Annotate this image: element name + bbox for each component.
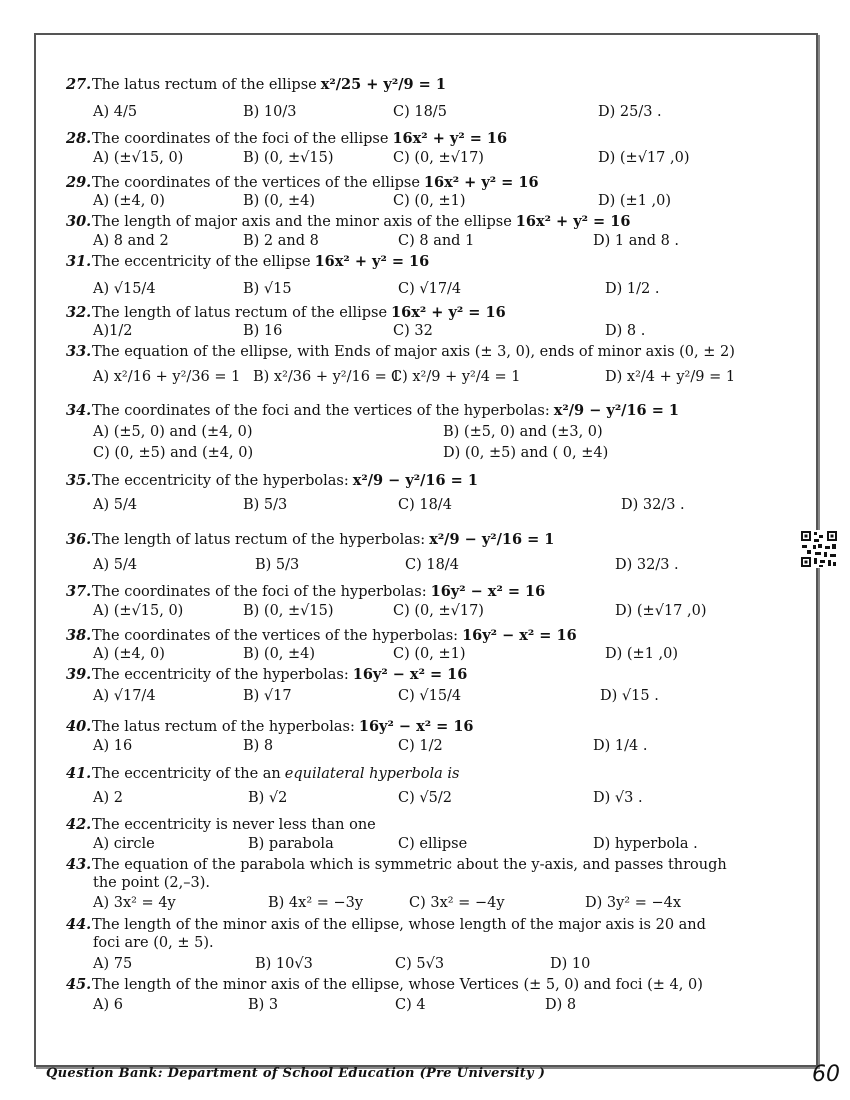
answer-option-d: D) 32/3 . [615,557,679,573]
answer-option-d: D) (±√17 ,0) [615,603,707,619]
answer-option-d: D) (±√17 ,0) [598,150,690,166]
question-expression: 16x² + y² = 16 [392,130,508,147]
answer-option-b: B) √15 [243,281,292,297]
question-number: 40. [66,718,92,735]
answer-option-b: B) 4x² = −3y [268,895,364,911]
answer-option-a: A) 3x² = 4y [93,895,176,911]
answer-option-b: B) parabola [248,836,334,852]
question-number: 44. [66,916,92,933]
question-number: 29. [66,174,92,191]
answer-option-a: A) √15/4 [93,281,156,297]
answer-option-a: A) x²/16 + y²/36 = 1 [93,369,241,385]
question-stem [66,718,811,736]
answer-option-a: A) circle [93,836,155,852]
answer-option-c: C) 4 [395,997,426,1013]
answer-option-b: B) √2 [248,790,288,806]
answer-option-c: C) ellipse [398,836,468,852]
question-stem [66,916,811,952]
question-stem [66,253,811,271]
answer-option-c: C) 32 [393,323,433,339]
question-stem [66,976,811,994]
question-expression: 16y² − x² = 16 [430,583,546,600]
question-number: 28. [66,130,92,147]
answer-option-a: A) (±4, 0) [93,646,165,662]
question-number: 36. [66,531,92,548]
question-expression: 16x² + y² = 16 [391,304,506,321]
answer-option-b: B) 5/3 [255,557,300,573]
answer-option-d: D) (0, ±5) and ( 0, ±4) [443,445,609,461]
question-stem [66,765,811,783]
question-text: The eccentricity of the hyperbolas: [92,667,349,683]
answer-option-d: D) (±1 ,0) [598,193,672,209]
answer-option-b: B) (0, ±4) [243,646,316,662]
answer-option-a: A) (±4, 0) [93,193,165,209]
question-stem [66,304,811,322]
answer-option-c: C) 1/2 [398,738,443,754]
question-number: 42. [66,816,92,833]
answer-option-d: D) 1/2 . [605,281,660,297]
answer-option-d: D) √3 . [593,790,643,806]
question-expression: x²/9 − y²/16 = 1 [352,472,478,489]
answer-option-b: B) x²/36 + y²/16 = 1 [253,369,401,385]
question-number: 34. [66,402,92,419]
question-text: The length of the minor axis of the ellipse, whose Vertices (± 5, 0) and foci (± 4, 0) [92,977,703,993]
question-stem [66,130,811,148]
question-text: The length of latus rectum of the ellipse [92,305,388,321]
question-stem [66,213,811,231]
answer-option-b: B) 8 [243,738,274,754]
answer-option-a: A) √17/4 [93,688,156,704]
answer-option-a: A) (±√15, 0) [93,150,184,166]
question-expression: x²/9 − y²/16 = 1 [429,531,555,548]
question-number: 37. [66,583,92,600]
answer-option-d: D) 1 and 8 . [593,233,680,249]
question-number: 30. [66,213,92,230]
question-text: The coordinates of the foci and the vertices of the hyperbolas: [92,403,550,419]
page-number: 60 [812,1062,840,1087]
question-number: 31. [66,253,92,270]
answer-option-b: B) (0, ±√15) [243,150,334,166]
question-expression: 16y² − x² = 16 [352,666,468,683]
answer-option-c: C) (0, ±1) [393,193,466,209]
answer-option-d: D) √15 . [600,688,659,704]
answer-option-a: A) 16 [93,738,133,754]
answer-option-a: A) 75 [93,956,133,972]
answer-option-c: C) 3x² = −4y [409,895,505,911]
question-text: The eccentricity of the hyperbolas: [92,473,349,489]
question-text: The length of the minor axis of the ellipse, whose length of the major axis is 20 and [92,917,706,933]
answer-option-b: B) 2 and 8 [243,233,319,249]
answer-option-b: B) 10/3 [243,104,297,120]
qr-code-icon [800,530,838,568]
answer-option-a: A) 6 [93,997,123,1013]
answer-option-c: C) √15/4 [398,688,462,704]
question-text-continued: the point (2,–3). [93,875,211,891]
question-text: The coordinates of the foci of the ellipse [92,131,389,147]
question-number: 35. [66,472,92,489]
answer-option-a: A) 4/5 [93,104,138,120]
question-text: The length of major axis and the minor axis of the ellipse [92,214,512,230]
question-stem [66,402,811,420]
answer-option-b: B) (0, ±4) [243,193,316,209]
answer-option-d: D) 8 [545,997,577,1013]
question-expression: equilateral hyperbola is [284,766,460,782]
answer-option-a: A) 8 and 2 [93,233,169,249]
answer-option-c: C) x²/9 + y²/4 = 1 [391,369,521,385]
question-stem [66,472,811,490]
question-text: The equation of the parabola which is symmetric about the y-axis, and passes through [92,857,727,873]
question-number: 45. [66,976,92,993]
question-text: The eccentricity of the ellipse [92,254,311,270]
question-stem [66,583,811,601]
answer-option-b: B) 3 [248,997,279,1013]
answer-option-c: C) 5√3 [395,956,445,972]
question-stem [66,343,811,361]
answer-option-c: C) √5/2 [398,790,452,806]
question-text: The eccentricity is never less than one [92,817,376,833]
question-number: 39. [66,666,92,683]
answer-option-a: A) (±5, 0) and (±4, 0) [93,424,253,440]
answer-option-a: A) 2 [93,790,123,806]
question-text: The length of latus rectum of the hyperbolas: [92,532,426,548]
question-number: 43. [66,856,92,873]
question-expression: 16x² + y² = 16 [423,174,539,191]
question-text: The coordinates of the foci of the hyperbolas: [92,584,427,600]
answer-option-d: D) 1/4 . [593,738,648,754]
answer-option-d: D) x²/4 + y²/9 = 1 [605,369,736,385]
question-stem [66,666,811,684]
answer-option-c: C) 18/5 [393,104,447,120]
question-expression: x²/25 + y²/9 = 1 [320,76,446,93]
question-expression: 16x² + y² = 16 [515,213,631,230]
question-stem [66,174,811,192]
answer-option-b: B) 16 [243,323,283,339]
answer-option-d: D) 3y² = −4x [585,895,682,911]
question-number: 33. [66,343,92,360]
question-expression: x²/9 − y²/16 = 1 [553,402,679,419]
question-text: The latus rectum of the hyperbolas: [92,719,355,735]
question-stem [66,76,811,94]
question-number: 27. [66,76,92,93]
answer-option-d: D) 10 [550,956,591,972]
answer-option-d: D) hyperbola . [593,836,698,852]
answer-option-b: B) (±5, 0) and (±3, 0) [443,424,603,440]
question-stem [66,531,811,549]
answer-option-a: A) 5/4 [93,497,138,513]
answer-option-c: C) (0, ±5) and (±4, 0) [93,445,254,461]
answer-option-b: B) √17 [243,688,292,704]
answer-option-b: B) (0, ±√15) [243,603,334,619]
question-number: 41. [66,765,92,782]
question-text: The coordinates of the vertices of the ellipse [92,175,420,191]
footer-text: Question Bank: Department of School Education (Pre University ) [46,1066,546,1081]
answer-option-a: A) 5/4 [93,557,138,573]
question-expression: 16y² − x² = 16 [462,627,577,644]
question-text-continued: foci are (0, ± 5). [93,935,214,951]
answer-option-b: B) 5/3 [243,497,288,513]
answer-option-d: D) (±1 ,0) [605,646,679,662]
answer-option-b: B) 10√3 [255,956,313,972]
question-stem [66,856,811,892]
answer-option-c: C) (0, ±√17) [393,150,484,166]
answer-option-c: C) 18/4 [398,497,452,513]
question-text: The eccentricity of the an [92,766,281,782]
question-number: 32. [66,304,92,321]
answer-option-d: D) 25/3 . [598,104,662,120]
answer-option-d: D) 32/3 . [621,497,685,513]
answer-option-a: A) (±√15, 0) [93,603,184,619]
question-expression: 16x² + y² = 16 [314,253,430,270]
answer-option-c: C) (0, ±1) [393,646,466,662]
question-number: 38. [66,627,92,644]
question-text: The coordinates of the vertices of the hyperbolas: [92,628,459,644]
question-stem [66,627,811,645]
question-stem [66,816,811,834]
answer-option-a: A)1/2 [93,323,133,339]
question-expression: 16y² − x² = 16 [358,718,474,735]
question-text: The latus rectum of the ellipse [92,77,317,93]
answer-option-c: C) (0, ±√17) [393,603,484,619]
answer-option-c: C) 8 and 1 [398,233,475,249]
answer-option-d: D) 8 . [605,323,646,339]
answer-option-c: C) 18/4 [405,557,459,573]
question-text: The equation of the ellipse, with Ends of major axis (± 3, 0), ends of minor axis (0, ± 2) [92,344,735,360]
answer-option-c: C) √17/4 [398,281,462,297]
